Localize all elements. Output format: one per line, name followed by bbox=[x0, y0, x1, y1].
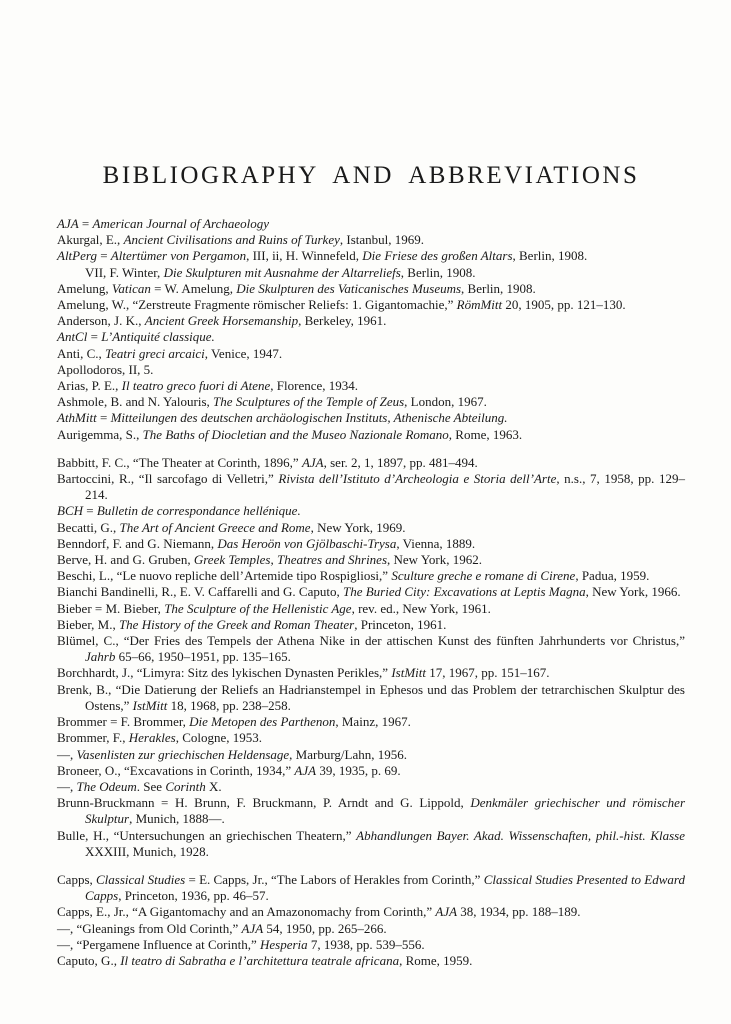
bibliography-entry bbox=[57, 427, 685, 443]
entry-text: = bbox=[96, 410, 111, 426]
entry-text: Capps, bbox=[57, 871, 97, 887]
entry-text: , Rome, 1963. bbox=[448, 426, 523, 442]
entry-text: —, bbox=[57, 778, 77, 794]
entry-text-italic: Die Friese des großen Altars bbox=[362, 248, 513, 264]
entry-text: Brunn-Bruckmann = H. Brunn, F. Bruckmann, P. Arndt and G. Lippold, bbox=[57, 795, 471, 811]
bibliography-entry bbox=[57, 779, 685, 795]
entry-text: , Venice, 1947. bbox=[204, 345, 283, 361]
entry-text: . See bbox=[136, 778, 166, 794]
bibliography-entry bbox=[57, 747, 685, 763]
bibliography-entry bbox=[57, 953, 685, 969]
entry-text: VII, F. Winter, bbox=[85, 264, 164, 280]
entry-text: 38, 1934, pp. 188–189. bbox=[457, 904, 581, 920]
entry-text: Ashmole, B. and N. Yalouris, bbox=[57, 394, 214, 410]
bibliography-entry bbox=[57, 313, 685, 329]
entry-text-italic: Altertümer von Pergamon bbox=[110, 248, 247, 264]
entry-text: 54, 1950, pp. 265–266. bbox=[263, 920, 387, 936]
entry-text: Bieber = M. Bieber, bbox=[57, 600, 165, 616]
entry-text-italic: The Art of Ancient Greece and Rome bbox=[119, 519, 311, 535]
entry-text-italic: Die Skulpturen mit Ausnahme der Altarreliefs bbox=[163, 264, 401, 280]
entry-text-italic: Corinth bbox=[165, 778, 206, 794]
bibliography-entry bbox=[57, 232, 685, 248]
bibliography-entry bbox=[57, 921, 685, 937]
entry-text: , Princeton, 1961. bbox=[354, 616, 447, 632]
entry-text: XXXIII, Munich, 1928. bbox=[85, 843, 209, 859]
entry-text: = bbox=[96, 248, 111, 264]
entry-text-italic: The Sculptures of the Temple of Zeus bbox=[213, 394, 405, 410]
bibliography-entry bbox=[57, 872, 685, 904]
bibliography-entry bbox=[57, 520, 685, 536]
entry-text-italic: Ancient Greek Horsemanship bbox=[144, 313, 299, 329]
entry-text-italic: American Journal of Archaeology bbox=[92, 216, 270, 231]
bibliography-entry bbox=[57, 904, 685, 920]
entry-text: , Florence, 1934. bbox=[270, 378, 359, 394]
entry-text: Anderson, J. K., bbox=[57, 313, 145, 329]
entry-text: , London, 1967. bbox=[404, 394, 487, 410]
entry-text-italic: The History of the Greek and Roman Theater bbox=[118, 616, 355, 632]
bibliography-entry bbox=[57, 378, 685, 394]
entry-text: , ser. 2, 1, 1897, pp. 481–494. bbox=[323, 454, 478, 470]
entry-text: , Princeton, 1936, pp. 46–57. bbox=[118, 888, 269, 904]
entry-text: , New York, 1966. bbox=[585, 584, 681, 600]
entry-text: 20, 1905, pp. 121–130. bbox=[502, 297, 626, 313]
entry-text-italic: Abhandlungen Bayer. Akad. Wissenschaften, phil.-hist. Klasse bbox=[356, 827, 685, 843]
entry-text-italic: The Buried City: Excavations at Leptis Magna bbox=[342, 584, 586, 600]
entry-text: , Berkeley, 1961. bbox=[298, 313, 387, 329]
entry-text-italic: AltPerg bbox=[57, 248, 97, 264]
entry-text-italic: AJA bbox=[241, 920, 264, 936]
entry-text-italic: Ancient Civilisations and Ruins of Turkey bbox=[123, 232, 340, 248]
entry-text: , Berlin, 1908. bbox=[461, 280, 536, 296]
entry-text-italic: IstMitt bbox=[391, 665, 426, 681]
entry-text: 17, 1967, pp. 151–167. bbox=[425, 665, 550, 681]
entry-text-italic: AJA bbox=[435, 904, 458, 920]
bibliography-group bbox=[57, 872, 685, 969]
bibliography-entry bbox=[57, 455, 685, 471]
entry-text-italic: Rivista dell’Istituto d’Archeologia e Storia dell’Arte bbox=[278, 471, 557, 487]
entry-text: Blümel, C., “Der Fries des Tempels der Athena Nike in der attischen Kunst des fünften Jahrhunderts vor Christus,” bbox=[57, 633, 685, 649]
bibliography-entry bbox=[57, 795, 685, 827]
entry-text: , III, ii, H. Winnefeld, bbox=[246, 248, 363, 264]
entry-text-italic: Die Skulpturen des Vaticanisches Museums bbox=[236, 280, 462, 296]
entry-text: Bianchi Bandinelli, R., E. V. Caffarelli and G. Caputo, bbox=[57, 584, 343, 600]
entry-text: Apollodoros, II, 5. bbox=[57, 361, 154, 377]
entry-text-italic: Vasenlisten zur griechischen Heldensage bbox=[76, 746, 290, 762]
entry-text: , New York, 1962. bbox=[387, 552, 482, 568]
entry-text: Arias, P. E., bbox=[57, 378, 122, 394]
entry-text: Akurgal, E., bbox=[57, 232, 124, 248]
entry-text-italic: The Baths of Diocletian and the Museo Nazionale Romano bbox=[142, 426, 449, 442]
entry-text: Caputo, G., bbox=[57, 952, 121, 968]
entry-text-italic: Jahrb bbox=[85, 649, 116, 665]
bibliography-entry bbox=[57, 601, 685, 617]
bibliography-entry bbox=[57, 714, 685, 730]
entry-text-italic: Herakles bbox=[128, 730, 176, 746]
entry-text: , Munich, 1888—. bbox=[129, 811, 225, 827]
entry-text-italic: Il teatro di Sabratha e l’architettura teatrale africana bbox=[120, 952, 400, 968]
entry-text-italic: Mitteilungen des deutschen archäologischen Instituts, Athenische Abteilung. bbox=[110, 410, 508, 426]
entry-text: , Berlin, 1908. bbox=[512, 248, 588, 264]
entry-text: Bartoccini, R., “Il sarcofago di Velletri,” bbox=[57, 471, 279, 487]
entry-text: Becatti, G., bbox=[57, 519, 120, 535]
entry-text-italic: RömMitt bbox=[456, 297, 503, 313]
entry-text: Anti, C., bbox=[57, 345, 106, 361]
entry-text: Benndorf, F. and G. Niemann, bbox=[57, 535, 218, 551]
bibliography-entry bbox=[57, 471, 685, 503]
entry-text: X. bbox=[205, 778, 222, 794]
entry-text: = E. Capps, Jr., “The Labors of Herakles from Corinth,” bbox=[185, 871, 484, 887]
entry-text-italic: Classical Studies bbox=[96, 871, 186, 887]
entry-text: Brenk, B., “Die Datierung der Reliefs an Hadrianstempel in Ephesos und das Problem der tetrarchischen Skulptur des Ostens,” bbox=[57, 681, 685, 713]
entry-text-italic: AJA bbox=[294, 762, 317, 778]
entry-text-italic: Hesperia bbox=[260, 936, 308, 952]
bibliography-entry bbox=[57, 536, 685, 552]
bibliography-entry bbox=[57, 410, 685, 426]
entry-text-italic: Sculture greche e romane di Cirene bbox=[391, 568, 576, 584]
entry-text: = bbox=[83, 503, 97, 519]
entry-text-italic: AntCl bbox=[57, 329, 88, 345]
bibliography-entry bbox=[57, 633, 685, 665]
entry-text: Capps, E., Jr., “A Gigantomachy and an Amazonomachy from Corinth,” bbox=[57, 904, 436, 920]
bibliography-entry bbox=[57, 329, 685, 345]
entry-text: 65–66, 1950–1951, pp. 135–165. bbox=[115, 649, 291, 665]
entry-text: —, bbox=[57, 746, 77, 762]
entry-text: , Istanbul, 1969. bbox=[339, 232, 424, 248]
bibliography-entry bbox=[57, 730, 685, 746]
entry-text: Berve, H. and G. Gruben, bbox=[57, 552, 194, 568]
bibliography-entry bbox=[57, 362, 685, 378]
entry-text: , Cologne, 1953. bbox=[175, 730, 262, 746]
entry-text: 7, 1938, pp. 539–556. bbox=[307, 936, 425, 952]
entry-text: , rev. ed., New York, 1961. bbox=[351, 600, 491, 616]
bibliography-entry bbox=[57, 617, 685, 633]
entry-text: , n.s., 7, 1958, pp. 129–214. bbox=[85, 471, 685, 503]
entry-text: , Marburg/Lahn, 1956. bbox=[289, 746, 407, 762]
entry-text-italic: IstMitt bbox=[132, 697, 168, 713]
bibliography-entry bbox=[57, 584, 685, 600]
entry-text-italic: Vatican bbox=[111, 280, 151, 296]
entry-text: 39, 1935, p. 69. bbox=[316, 762, 401, 778]
entry-text: Bulle, H., “Untersuchungen an griechischen Theatern,” bbox=[57, 827, 357, 843]
entry-text: Brommer, F., bbox=[57, 730, 129, 746]
bibliography-entry bbox=[57, 281, 685, 297]
entry-text: Aurigemma, S., bbox=[57, 426, 143, 442]
entry-text: , Padua, 1959. bbox=[575, 568, 650, 584]
bibliography-group bbox=[57, 455, 685, 860]
bibliography-entry bbox=[57, 503, 685, 519]
bibliography-entry bbox=[57, 248, 685, 264]
bibliography-group bbox=[57, 216, 685, 443]
entry-text: Amelung, W., “Zerstreute Fragmente römischer Reliefs: 1. Gigantomachie,” bbox=[57, 297, 457, 313]
entry-text: Babbitt, F. C., “The Theater at Corinth, 1896,” bbox=[57, 454, 302, 470]
bibliography-entry bbox=[57, 265, 685, 281]
entry-text-italic: Greek Temples, Theatres and Shrines bbox=[193, 552, 388, 568]
entry-text-italic: Das Heroön von Gjölbaschi-Trysa bbox=[217, 535, 397, 551]
entry-text-italic: Bulletin de correspondance hellénique. bbox=[96, 503, 301, 519]
entry-text: , Rome, 1959. bbox=[399, 952, 473, 968]
entry-text-italic: The Sculpture of the Hellenistic Age bbox=[164, 600, 352, 616]
bibliography-entry bbox=[57, 763, 685, 779]
bibliography-entry bbox=[57, 937, 685, 953]
entry-text: —, “Pergamene Influence at Corinth,” bbox=[57, 936, 260, 952]
entry-text-italic: BCH bbox=[57, 503, 83, 519]
entry-text: Beschi, L., “Le nuovo repliche dell’Artemide tipo Rospigliosi,” bbox=[57, 568, 392, 584]
bibliography-entry bbox=[57, 552, 685, 568]
entry-text-italic: The Odeum bbox=[76, 778, 137, 794]
entry-text: = W. Amelung, bbox=[150, 280, 237, 296]
page-title: BIBLIOGRAPHY AND ABBREVIATIONS bbox=[102, 162, 640, 189]
entry-text: Brommer = F. Brommer, bbox=[57, 714, 190, 730]
entry-text: Borchhardt, J., “Limyra: Sitz des lykischen Dynasten Perikles,” bbox=[57, 665, 392, 681]
bibliography-entry bbox=[57, 394, 685, 410]
bibliography-entry bbox=[57, 568, 685, 584]
entry-text-italic: AthMitt bbox=[57, 410, 97, 426]
bibliography-entry bbox=[57, 682, 685, 714]
entry-text: = bbox=[87, 329, 102, 345]
entry-text: , Vienna, 1889. bbox=[396, 535, 476, 551]
bibliography-entry bbox=[57, 216, 685, 232]
entry-text: Broneer, O., “Excavations in Corinth, 1934,” bbox=[57, 762, 295, 778]
bibliography-entry bbox=[57, 828, 685, 860]
bibliography-entry bbox=[57, 297, 685, 313]
entry-text-italic: Teatri greci arcaici bbox=[105, 345, 205, 361]
entry-text: , Mainz, 1967. bbox=[335, 714, 411, 730]
entry-text: , Berlin, 1908. bbox=[400, 264, 476, 280]
bibliography bbox=[57, 216, 685, 969]
entry-text-italic: L’Antiquité classique. bbox=[101, 329, 215, 345]
entry-text-italic: Die Metopen des Parthenon bbox=[189, 714, 336, 730]
bibliography-entry bbox=[57, 346, 685, 362]
entry-text-italic: Denkmäler griechischer und römischer Skulptur bbox=[85, 795, 686, 827]
entry-text-italic: AJA bbox=[57, 216, 79, 231]
entry-text: Bieber, M., bbox=[57, 616, 119, 632]
entry-text-italic: AJA bbox=[301, 454, 324, 470]
entry-text-italic: Classical Studies Presented to Edward Capps bbox=[85, 871, 686, 904]
entry-text: Amelung, bbox=[57, 280, 112, 296]
entry-text: = bbox=[78, 216, 93, 231]
entry-text-italic: Il teatro greco fuori di Atene bbox=[121, 378, 271, 394]
entry-text: —, “Gleanings from Old Corinth,” bbox=[57, 920, 242, 936]
entry-text: , New York, 1969. bbox=[310, 519, 406, 535]
bibliography-entry bbox=[57, 665, 685, 681]
entry-text: 18, 1968, pp. 238–258. bbox=[167, 697, 291, 713]
